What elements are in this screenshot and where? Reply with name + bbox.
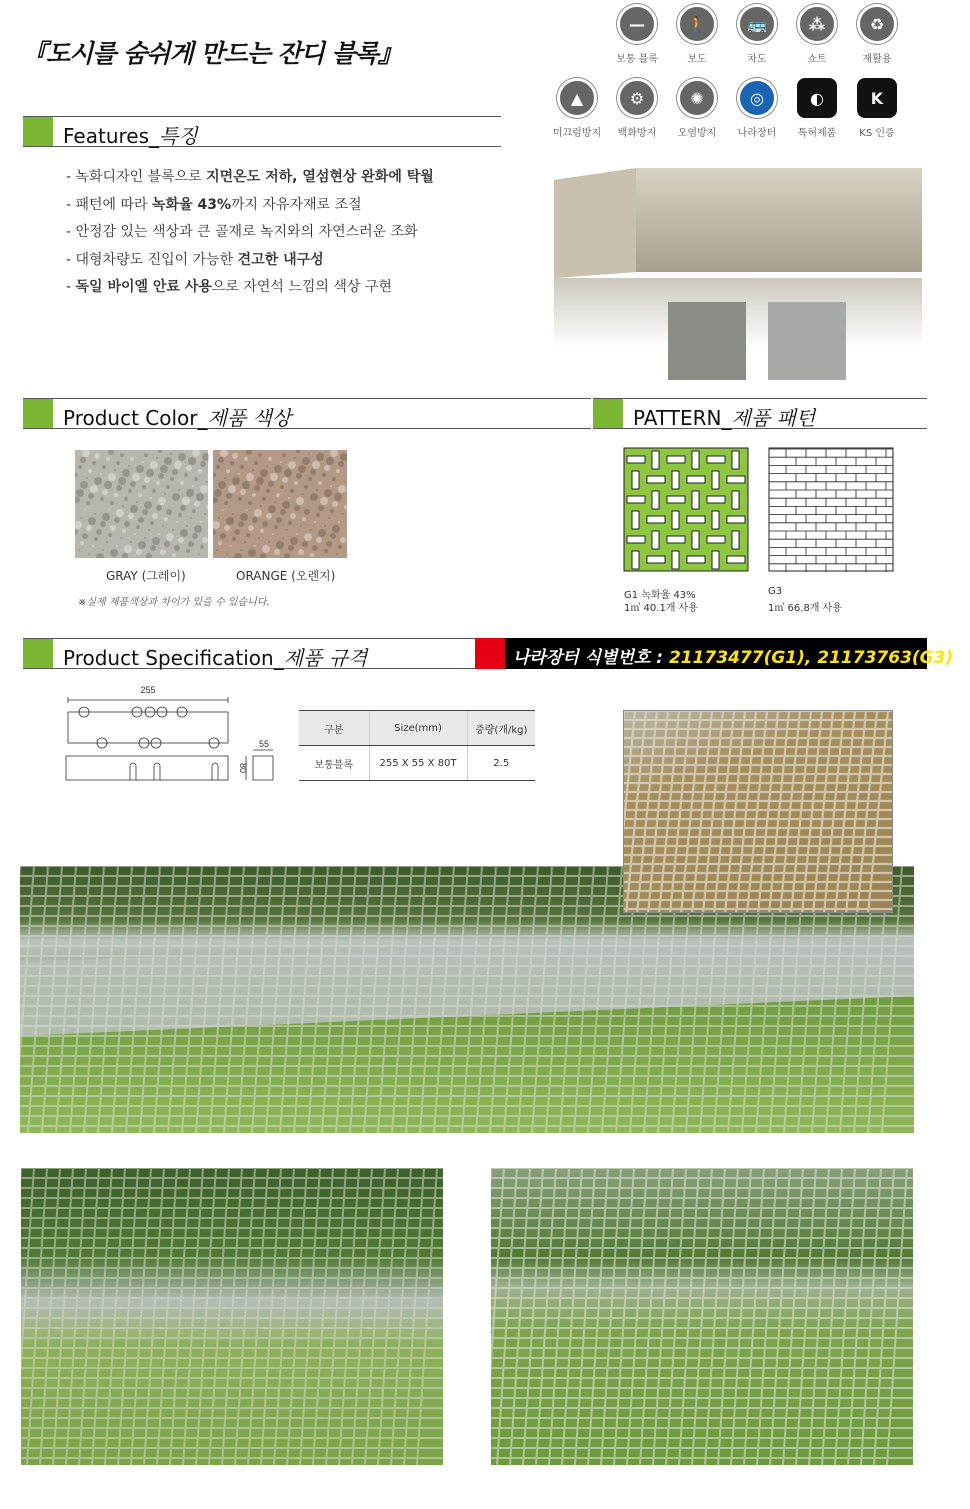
list-item: - 독일 바이엘 안료 사용으로 자연석 느낌의 색상 구현 [66,279,392,295]
icon-label: 나라장터 [737,128,777,139]
procurement-label: 나라장터 식별번호 : [513,648,669,668]
pedestrian-icon: 🚶 [677,4,717,44]
color-note: ※실제 제품색상과 차이가 있을 수 있습니다. [78,597,270,608]
header-type: 구분 [299,711,369,746]
pattern-header: PATTERN_제품 패턴 [593,398,927,429]
gray-swatch [75,450,208,558]
list-item: - 안정감 있는 색상과 큰 골재로 녹지와의 자연스러운 조화 [66,224,418,240]
procurement-banner [475,638,954,669]
header-weight: 중량(개/kg) [467,711,535,746]
patent-badge [791,78,843,139]
icon-label: 오염방지 [677,128,717,139]
cell-weight: 2.5 [467,746,535,781]
icon-label: 보도 [687,54,707,65]
efflorescence-icon: ⚙ [617,78,657,118]
naramarket-badge [731,78,783,139]
cell-size: 255 X 55 X 80T [369,746,467,781]
gray-label: GRAY (그레이) [106,569,186,583]
icon-label: 쇼트 [807,54,827,65]
anti-slip-badge [551,78,603,139]
features-header: Features_특징 [23,116,501,147]
list-item: - 대형차량도 진입이 가능한 견고한 내구성 [66,251,324,268]
list-item: - 패턴에 따라 녹화율 43%까지 자유자재로 조절 [66,196,362,213]
procurement-numbers: 21173477(G1), 21173763(G3) [668,648,954,668]
dots-icon: ⁂ [797,4,837,44]
icon-label: 차도 [747,54,767,65]
pedestrian-badge [671,4,723,65]
orange-swatch [213,450,347,558]
dim-length: 255 [140,685,156,695]
spec-table-header [299,711,535,746]
recycle-badge [851,4,903,65]
ks-mark-badge [851,78,903,139]
lot-photo-right [491,1168,913,1465]
dim-width: 55 [258,739,270,749]
no-entry-icon: — [617,4,657,44]
product-photo [546,160,924,385]
spec-header: Product Specification_제품 규격 [23,638,475,669]
g1-pattern [623,447,749,572]
block-dimension-drawing [62,682,282,784]
g1-name: G1 녹화율 43% [624,590,696,601]
dots-badge [791,4,843,65]
g3-name: G3 [768,586,783,597]
g1-usage: 1㎡ 40.1개 사용 [624,603,698,614]
spec-table [299,710,535,781]
g3-pattern [768,447,894,572]
icon-label: 특허제품 [797,128,837,139]
efflorescence-badge [611,78,663,139]
icon-label: 재활용 [862,54,892,65]
no-entry-badge [611,4,663,65]
table-row [299,746,535,781]
features-list [66,166,434,304]
anti-slip-icon: ▲ [557,78,597,118]
icon-label: 백화방지 [617,128,657,139]
g3-usage: 1㎡ 66.8개 사용 [768,603,842,614]
lot-photo-left [21,1168,443,1465]
cell-type: 보통블록 [299,746,369,781]
patent-icon: ◐ [797,78,837,118]
page-title: 『도시를 숨쉬게 만드는 잔디 블록』 [22,39,402,68]
dim-height: 80 [238,762,248,774]
recycle-icon: ♻ [857,4,897,44]
bus-icon: 🚌 [737,4,777,44]
icon-label: 미끄럼방지 [552,128,602,139]
icon-label: KS 인증 [859,128,895,139]
bus-badge [731,4,783,65]
orange-label: ORANGE (오렌지) [236,569,336,583]
pollution-badge [671,78,723,139]
icon-label: 보통 블록 [616,54,658,65]
pollution-icon: ✺ [677,78,717,118]
header-size: Size(mm) [369,711,467,746]
color-header: Product Color_제품 색상 [23,398,591,429]
ks-mark-icon: K [857,78,897,118]
naramarket-icon: ◎ [737,78,777,118]
list-item: - 녹화디자인 블록으로 지면온도 저하, 열섬현상 완화에 탁월 [66,169,434,185]
closeup-photo [623,710,893,913]
